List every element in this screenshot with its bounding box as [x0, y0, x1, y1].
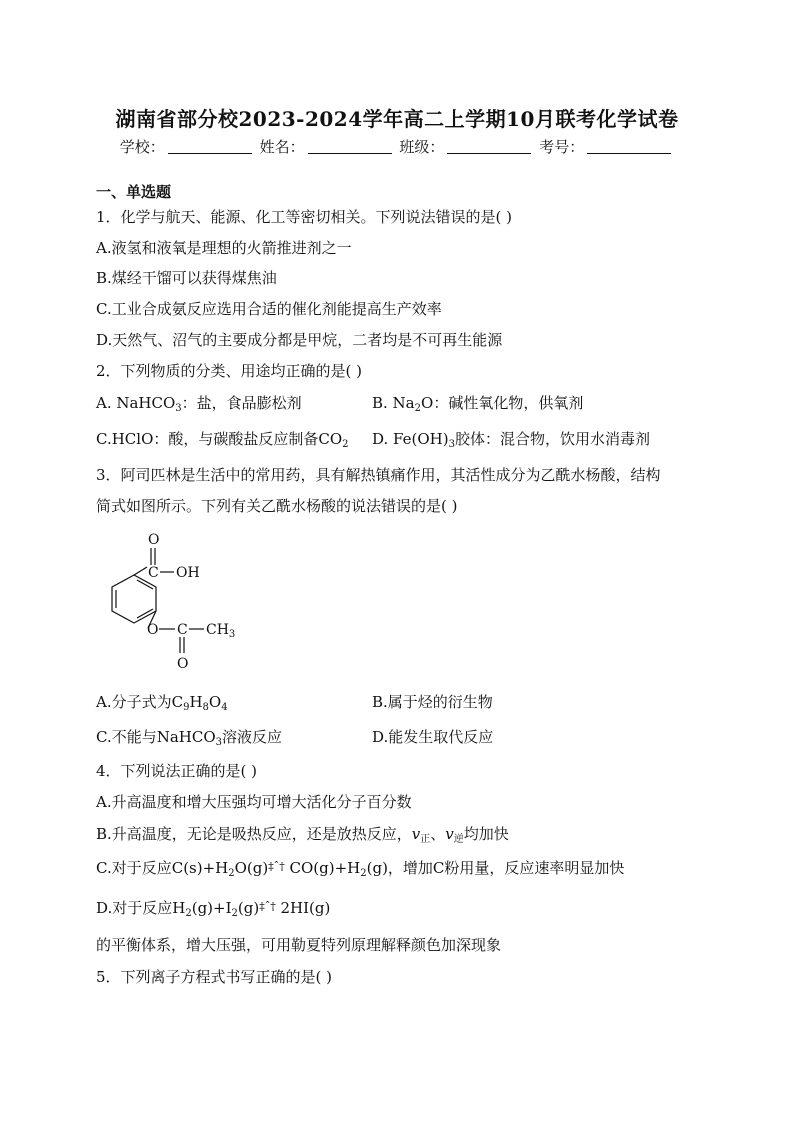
acid-carbon: C — [148, 565, 159, 581]
q4-c-text: C.对于反应C(s)+H — [96, 859, 229, 877]
hydroxyl-group: OH — [176, 565, 200, 581]
page-title: 湖南省部分校2023-2024学年高二上学期10月联考化学试卷 — [115, 107, 679, 131]
q3-option-b[interactable]: B.属于烃的衍生物 — [372, 693, 493, 711]
q4-d-rest: 2HI(g) — [275, 899, 331, 917]
q3-a-sub3: 4 — [221, 702, 228, 713]
q3-option-c[interactable] — [96, 726, 282, 748]
q4-d-sub1: 2 — [185, 908, 192, 919]
q2-a-text: A. NaHCO — [96, 394, 176, 412]
q3-c-rest: 溶液反应 — [222, 728, 283, 746]
q4-option-c[interactable] — [96, 857, 624, 879]
q5-stem: 5．下列离子方程式书写正确的是( ) — [96, 968, 333, 986]
ester-carbonyl-oxygen: O — [177, 656, 189, 672]
q3-a-o: O — [208, 693, 222, 711]
exam-number-label: 考号： — [539, 138, 585, 156]
equilibrium-arrow-icon: ‡ˆ† — [259, 900, 276, 913]
q3-stem-line2: 简式如图所示。下列有关乙酰水杨酸的说法错误的是( ) — [96, 497, 458, 515]
school-blank[interactable] — [168, 139, 252, 154]
q4-c-mid1: O(g) — [234, 859, 269, 877]
q3-a-text: A.分子式为C — [96, 693, 184, 711]
q4-c-sub2: 2 — [360, 868, 367, 879]
q2-a-rest: ：盐，食品膨松剂 — [181, 394, 302, 412]
name-blank[interactable] — [308, 139, 392, 154]
q3-option-d[interactable]: D.能发生取代反应 — [372, 728, 494, 746]
q1-option-d[interactable]: D.天然气、沼气的主要成分都是甲烷，二者均是不可再生能源 — [96, 331, 503, 349]
q2-c-text: C.HClO：酸，与碳酸盐反应制备CO — [96, 430, 343, 448]
ester-carbon: C — [177, 622, 188, 638]
q2-stem: 2．下列物质的分类、用途均正确的是( ) — [96, 362, 363, 380]
q2-d-rest: 胶体：混合物，饮用水消毒剂 — [454, 430, 650, 448]
exam-number-blank[interactable] — [587, 139, 671, 154]
q2-a-sub: 3 — [175, 403, 182, 414]
q3-option-a[interactable] — [96, 691, 228, 713]
q2-option-a[interactable] — [96, 392, 302, 414]
acid-oxygen: O — [148, 532, 160, 548]
q4-b-v-reverse: v — [445, 825, 454, 843]
q2-c-sub: 2 — [342, 439, 349, 450]
q4-d-mid1: (g)+I — [191, 899, 232, 917]
q2-b-text: B. Na — [372, 394, 415, 412]
q2-b-sub: 2 — [414, 403, 422, 414]
q4-b-sub1: 正 — [420, 834, 431, 845]
q2-d-text: D. Fe(OH) — [372, 430, 449, 448]
q3-a-sub1: 9 — [183, 702, 190, 713]
q1-option-b[interactable]: B.煤经干馏可以获得煤焦油 — [96, 269, 277, 287]
q1-option-a[interactable]: A.液氢和液氧是理想的火箭推进剂之一 — [96, 239, 352, 257]
school-label: 学校： — [119, 138, 165, 156]
q4-d-text: D.对于反应H — [96, 899, 186, 917]
q4-stem: 4．下列说法正确的是( ) — [96, 762, 258, 780]
q3-a-sub2: 8 — [202, 702, 209, 713]
q3-c-text: C.不能与NaHCO — [96, 728, 216, 746]
class-blank[interactable] — [447, 139, 531, 154]
student-info-row — [0, 136, 794, 157]
q2-option-d[interactable] — [372, 428, 650, 450]
q4-c-mid2: CO(g)+H — [284, 859, 361, 877]
section-heading: 一、单选题 — [96, 183, 172, 201]
q2-d-sub: 3 — [448, 439, 455, 450]
name-label: 姓名： — [259, 138, 305, 156]
q4-d-sub2: 2 — [231, 908, 238, 919]
aspirin-structure — [96, 528, 246, 676]
q4-b-v-forward: v — [411, 825, 421, 843]
q4-option-b[interactable] — [96, 823, 509, 845]
ester-oxygen: O — [147, 622, 159, 638]
q1-option-c[interactable]: C.工业合成氨反应选用合适的催化剂能提高生产效率 — [96, 300, 442, 318]
q4-option-a[interactable]: A.升高温度和增大压强均可增大活化分子百分数 — [96, 793, 412, 811]
q4-b-text: B.升高温度，无论是吸热反应，还是放热反应， — [96, 825, 412, 843]
q4-c-sub1: 2 — [228, 868, 235, 879]
q3-a-h: H — [189, 693, 203, 711]
q1-stem: 1．化学与航天、能源、化工等密切相关。下列说法错误的是( ) — [96, 208, 513, 226]
q3-stem-line1: 3．阿司匹林是生活中的常用药，具有解热镇痛作用，其活性成分为乙酰水杨酸，结构 — [96, 466, 661, 484]
q3-c-sub: 3 — [215, 737, 223, 748]
equilibrium-arrow-icon: ‡ˆ† — [268, 860, 285, 873]
q2-b-rest: O：碱性氧化物，供氧剂 — [421, 394, 584, 412]
class-label: 班级： — [399, 138, 445, 156]
q4-c-rest: (g)，增加C粉用量，反应速率明显加快 — [366, 859, 625, 877]
q4-b-sub2: 逆 — [453, 834, 464, 845]
q4-d-mid2: (g) — [237, 899, 260, 917]
q4-option-d-continued: 的平衡体系，增大压强，可用勒夏特列原理解释颜色加深现象 — [96, 936, 502, 954]
benzene-ring — [112, 575, 156, 623]
q2-option-b[interactable] — [372, 392, 583, 414]
q4-b-rest: 均加快 — [463, 825, 509, 843]
methyl-group: $CH_3$ — [206, 622, 236, 640]
ring-to-acid-bond — [134, 567, 147, 575]
q4-b-sep: 、 — [430, 825, 446, 843]
q2-option-c[interactable] — [96, 428, 349, 450]
q4-option-d[interactable] — [96, 897, 330, 919]
